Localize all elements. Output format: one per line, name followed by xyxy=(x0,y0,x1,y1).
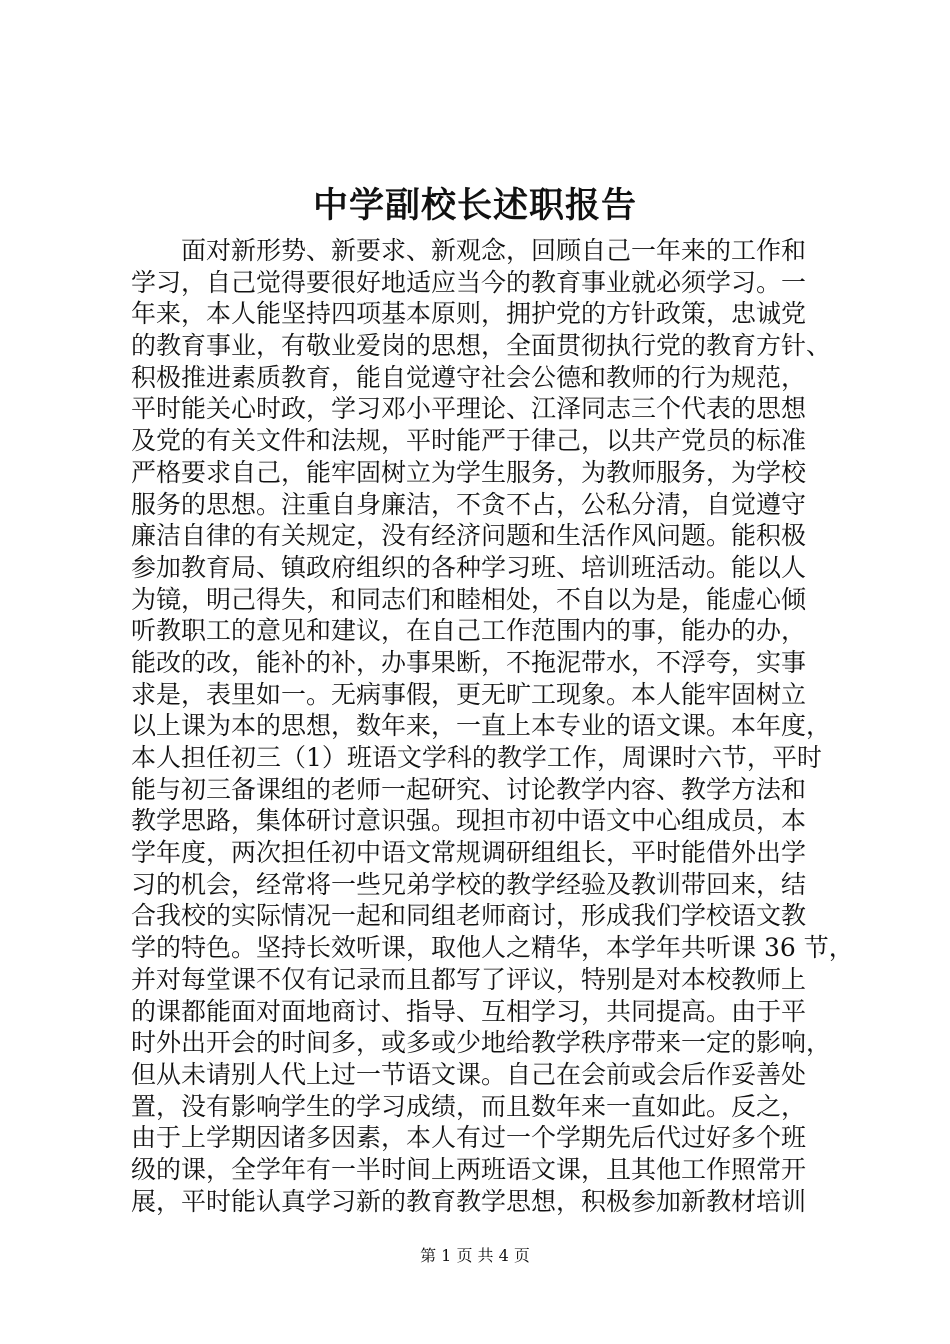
body-line: 听教职工的意见和建议，在自己工作范围内的事，能办的办， xyxy=(131,616,807,646)
body-line: 学的特色。坚持长效听课，取他人之精华，本学年共听课 36 节， xyxy=(131,933,854,963)
document-title: 中学副校长述职报告 xyxy=(312,185,637,226)
body-line: 学习，自己觉得要很好地适应当今的教育事业就必须学习。一 xyxy=(131,267,807,297)
body-line: 年来，本人能坚持四项基本原则，拥护党的方针政策，忠诚党 xyxy=(131,299,807,329)
body-line: 时外出开会的时间多，或多或少地给教学秩序带来一定的影响， xyxy=(131,1028,832,1058)
body-line: 级的课，全学年有一半时间上两班语文课，且其他工作照常开 xyxy=(131,1154,807,1184)
body-line: 廉洁自律的有关规定，没有经济问题和生活作风问题。能积极 xyxy=(131,521,807,551)
body-line: 以上课为本的思想，数年来，一直上本专业的语文课。本年度， xyxy=(131,711,832,741)
body-line: 本人担任初三（1）班语文学科的教学工作，周课时六节，平时 xyxy=(131,743,822,772)
body-line: 能与初三备课组的老师一起研究、讨论教学内容、教学方法和 xyxy=(131,774,807,804)
body-line: 并对每堂课不仅有记录而且都写了评议，特别是对本校教师上 xyxy=(131,964,807,994)
body-line: 教学思路，集体研讨意识强。现担市初中语文中心组成员，本 xyxy=(131,806,807,836)
body-line: 面对新形势、新要求、新观念，回顾自己一年来的工作和 xyxy=(131,236,807,265)
body-line: 学年度，两次担任初中语文常规调研组组长，平时能借外出学 xyxy=(131,838,807,868)
body-line: 求是，表里如一。无病事假，更无旷工现象。本人能牢固树立 xyxy=(131,679,807,709)
body-line: 由于上学期因诸多因素，本人有过一个学期先后代过好多个班 xyxy=(131,1123,807,1153)
body-line: 置，没有影响学生的学习成绩，而且数年来一直如此。反之， xyxy=(131,1091,807,1121)
body-line: 及党的有关文件和法规，平时能严于律己，以共产党员的标准 xyxy=(131,426,807,456)
body-line: 为镜，明己得失，和同志们和睦相处，不自以为是，能虚心倾 xyxy=(131,584,807,614)
body-line: 合我校的实际情况一起和同组老师商讨，形成我们学校语文教 xyxy=(131,901,807,931)
body-line: 能改的改，能补的补，办事果断，不拖泥带水，不浮夸，实事 xyxy=(131,647,807,677)
body-line: 习的机会，经常将一些兄弟学校的教学经验及教训带回来，结 xyxy=(131,869,807,899)
body-line: 服务的思想。注重自身廉洁，不贪不占，公私分清，自觉遵守 xyxy=(131,489,807,519)
body-line: 的课都能面对面地商讨、指导、互相学习，共同提高。由于平 xyxy=(131,996,807,1026)
body-line: 积极推进素质教育，能自觉遵守社会公德和教师的行为规范， xyxy=(131,362,807,392)
body-line: 平时能关心时政，学习邓小平理论、江泽同志三个代表的思想 xyxy=(131,394,807,424)
body-line: 展，平时能认真学习新的教育教学思想，积极参加新教材培训 xyxy=(131,1186,807,1216)
page-number-footer: 第 1 页 共 4 页 xyxy=(420,1246,530,1265)
body-line: 严格要求自己，能牢固树立为学生服务，为教师服务，为学校 xyxy=(131,457,807,487)
document-body xyxy=(131,235,861,1217)
body-line: 但从未请别人代上过一节语文课。自己在会前或会后作妥善处 xyxy=(131,1059,807,1089)
body-line: 参加教育局、镇政府组织的各种学习班、培训班活动。能以人 xyxy=(131,552,807,582)
body-line: 的教育事业，有敬业爱岗的思想，全面贯彻执行党的教育方针、 xyxy=(131,331,832,361)
